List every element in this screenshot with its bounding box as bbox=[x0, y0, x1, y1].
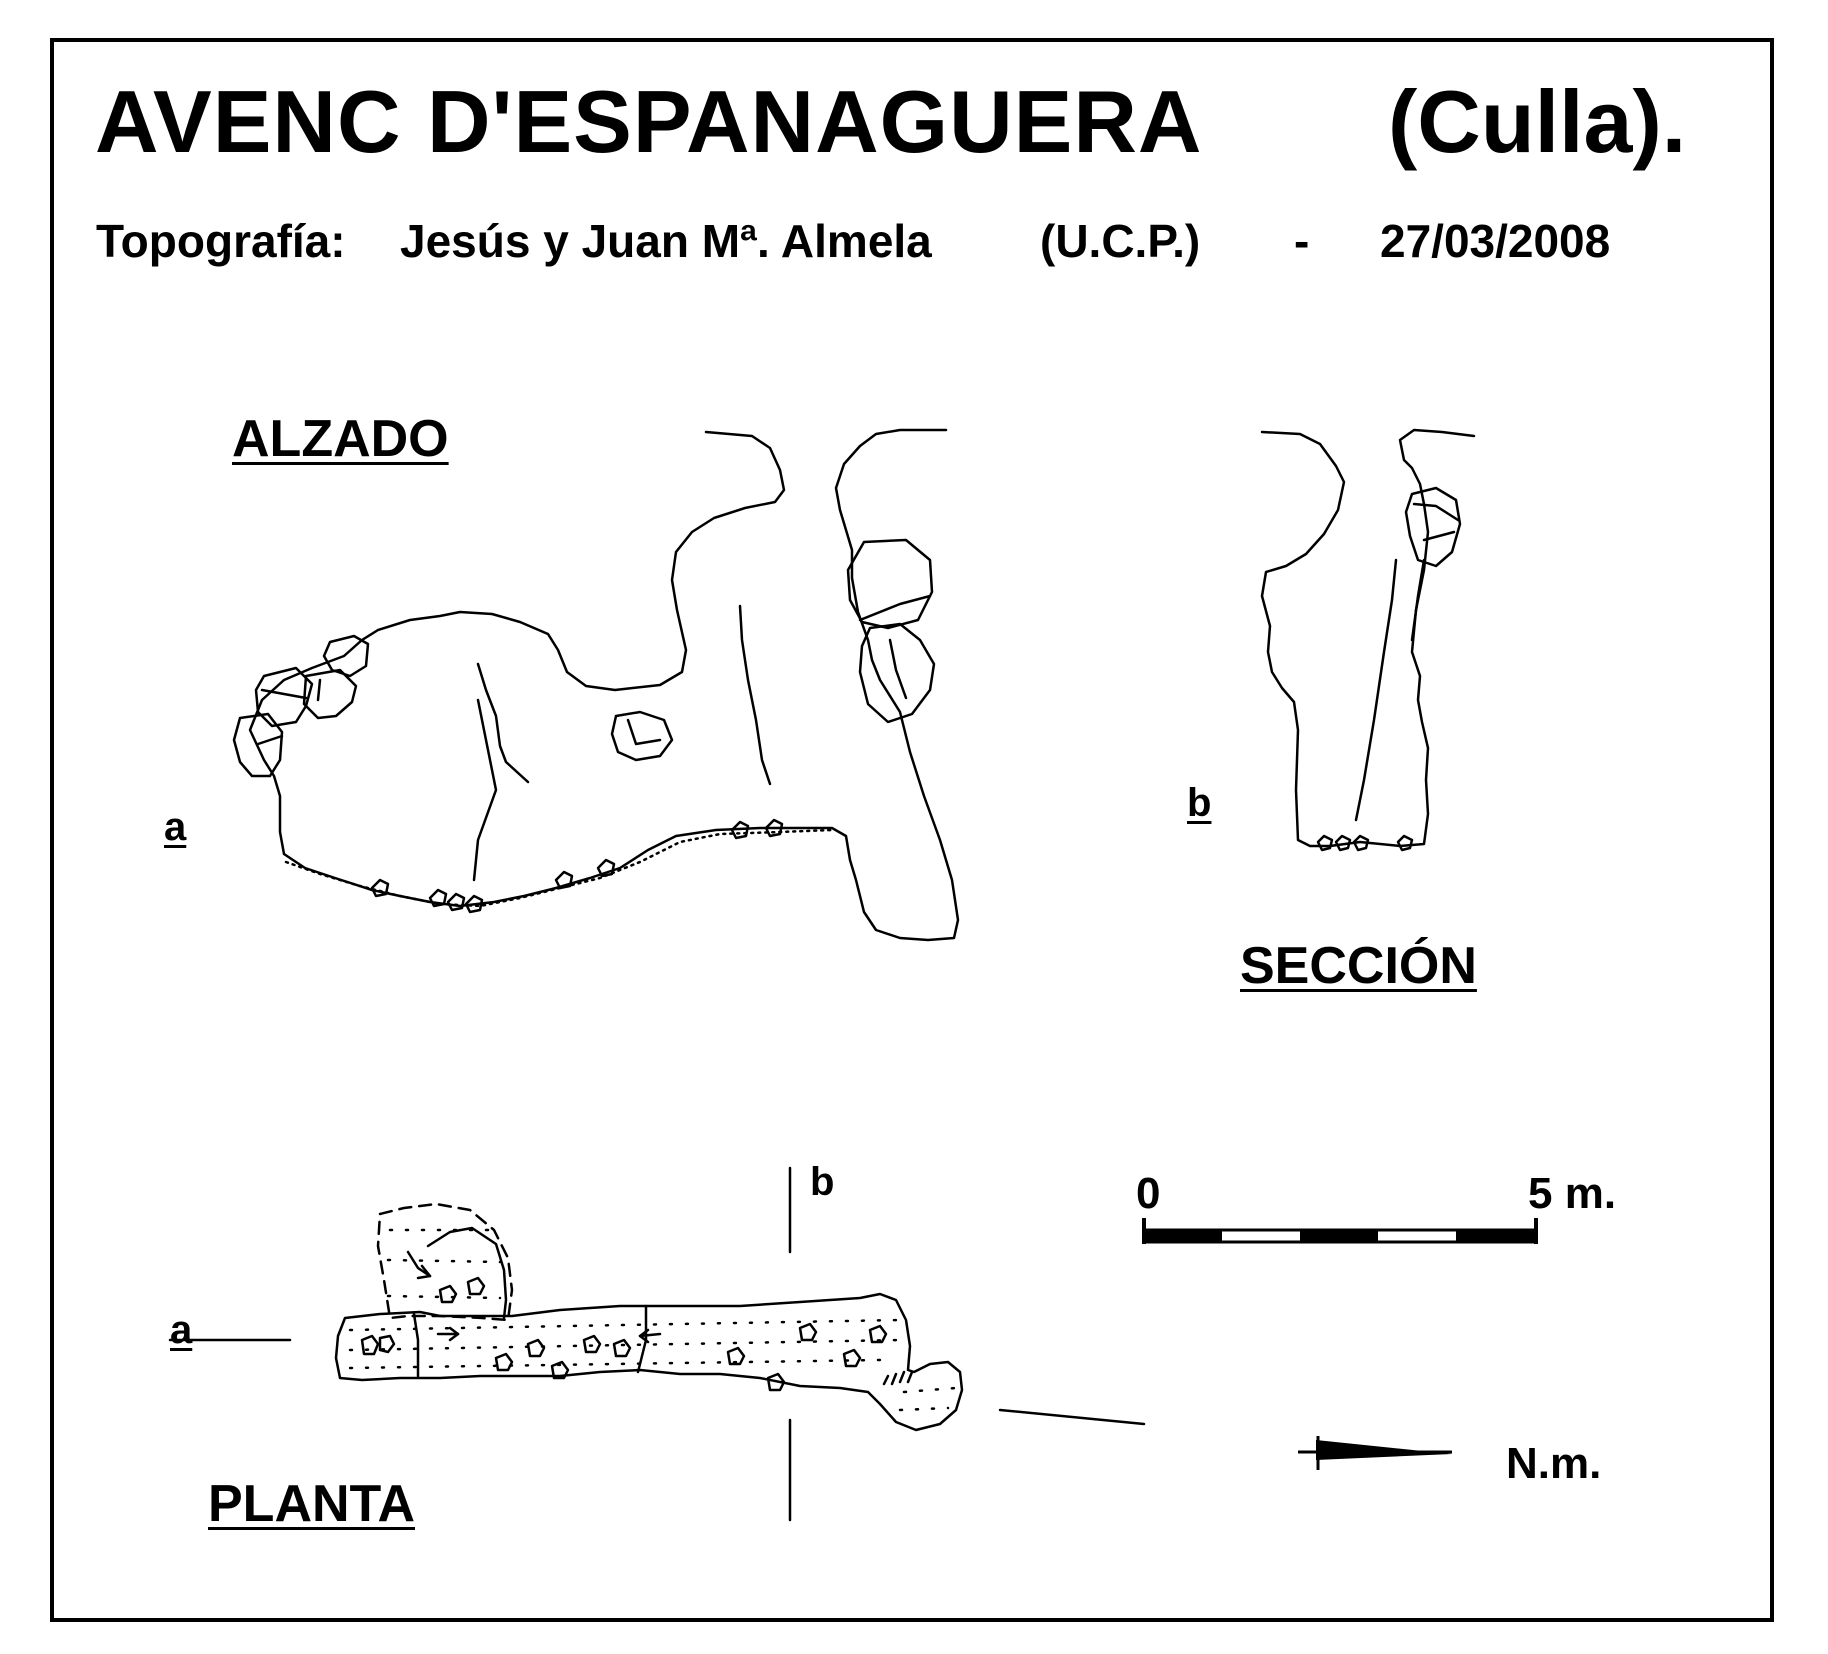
credits-authors: Jesús y Juan Mª. Almela bbox=[400, 215, 932, 267]
credits-separator: - bbox=[1294, 215, 1310, 267]
scale-bar bbox=[1144, 1218, 1536, 1244]
plan-drawing bbox=[336, 1204, 962, 1430]
plan-stipple bbox=[350, 1230, 956, 1410]
plan-section-b-continuation bbox=[1000, 1410, 1144, 1424]
scale-end-label: 5 m. bbox=[1528, 1169, 1617, 1218]
cave-location: (Culla). bbox=[1388, 72, 1687, 171]
cave-title: AVENC D'ESPANAGUERA bbox=[95, 72, 1203, 171]
plan-ref-a: a bbox=[170, 1308, 193, 1352]
north-arrow-icon bbox=[1298, 1436, 1452, 1470]
section-heading: SECCIÓN bbox=[1240, 937, 1477, 995]
north-label: N.m. bbox=[1506, 1439, 1602, 1488]
elevation-block bbox=[612, 712, 672, 760]
section-ref-b: b bbox=[1187, 781, 1212, 825]
plan-main-gallery bbox=[336, 1294, 962, 1430]
elevation-floor-rocks bbox=[372, 820, 782, 912]
elevation-block bbox=[304, 670, 356, 718]
elevation-block bbox=[848, 540, 932, 628]
elevation-drawing bbox=[234, 430, 958, 940]
section-block bbox=[1406, 488, 1460, 566]
plan-heading: PLANTA bbox=[208, 1475, 416, 1533]
elevation-ref-a: a bbox=[164, 805, 187, 849]
credits-date: 27/03/2008 bbox=[1380, 215, 1611, 267]
credits-label: Topografía: bbox=[96, 215, 346, 267]
elevation-heading: ALZADO bbox=[232, 410, 449, 468]
section-drawing bbox=[1262, 430, 1474, 850]
plan-ref-b: b bbox=[810, 1160, 835, 1204]
scale-start-label: 0 bbox=[1136, 1169, 1161, 1218]
credits-group: (U.C.P.) bbox=[1040, 215, 1201, 267]
